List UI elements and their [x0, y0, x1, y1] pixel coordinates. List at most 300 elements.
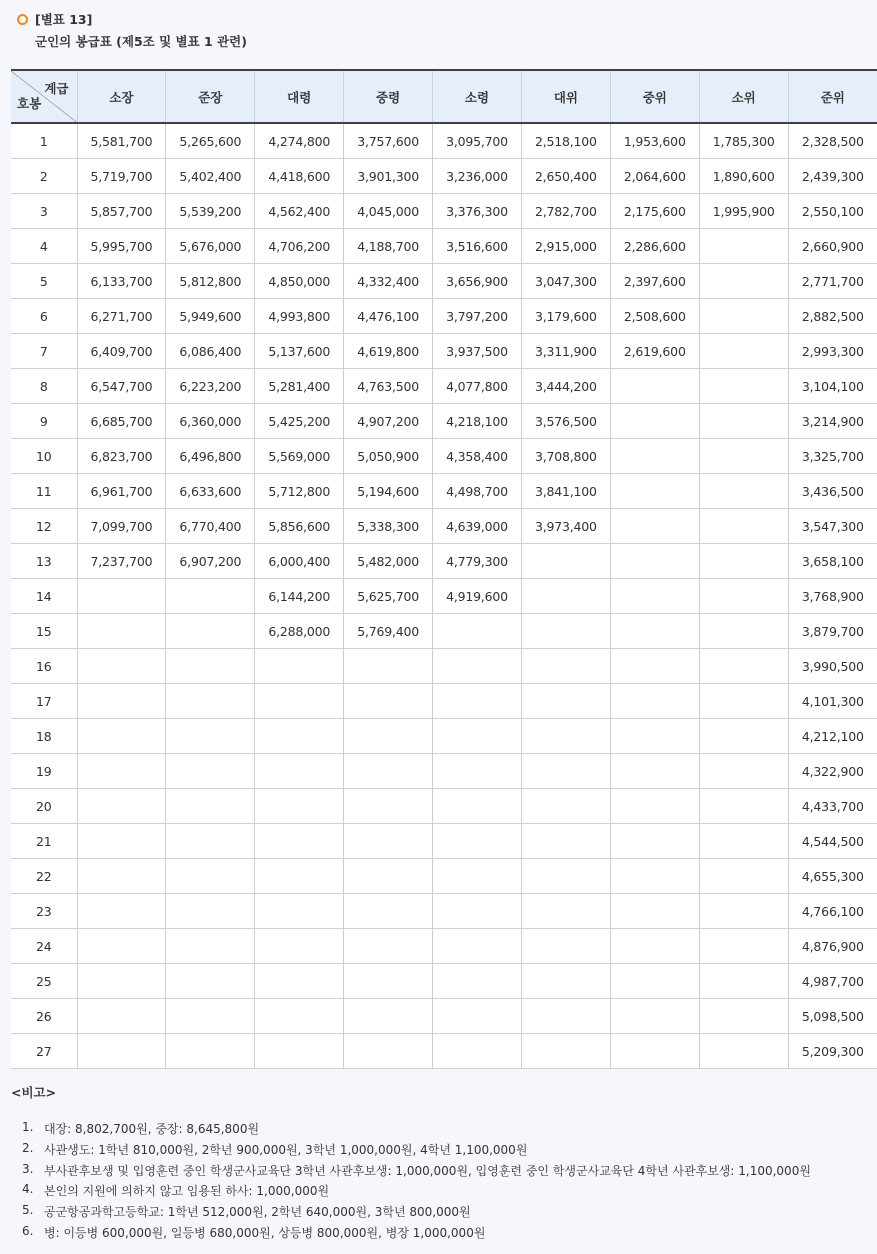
salary-cell — [77, 894, 166, 929]
salary-cell — [521, 614, 610, 649]
salary-cell — [77, 999, 166, 1034]
salary-cell: 2,915,000 — [521, 229, 610, 264]
table-row — [11, 264, 877, 299]
salary-cell — [166, 649, 255, 684]
salary-cell: 3,516,600 — [433, 229, 522, 264]
salary-cell — [77, 719, 166, 754]
salary-cell — [610, 544, 699, 579]
salary-cell — [521, 719, 610, 754]
column-header: 중령 — [344, 70, 433, 123]
salary-cell — [255, 754, 344, 789]
salary-cell — [699, 299, 788, 334]
table-row — [11, 159, 877, 194]
salary-cell — [610, 509, 699, 544]
salary-cell — [344, 719, 433, 754]
salary-cell: 2,439,300 — [788, 159, 877, 194]
salary-cell — [433, 649, 522, 684]
salary-cell — [699, 859, 788, 894]
salary-cell — [344, 999, 433, 1034]
salary-cell — [610, 404, 699, 439]
salary-cell — [433, 754, 522, 789]
table-row — [11, 754, 877, 789]
table-row — [11, 509, 877, 544]
step-cell: 18 — [11, 719, 77, 754]
salary-cell: 5,712,800 — [255, 474, 344, 509]
salary-cell — [77, 1034, 166, 1069]
salary-cell: 2,508,600 — [610, 299, 699, 334]
table-caption — [17, 10, 247, 50]
note-item — [22, 1162, 811, 1183]
step-cell: 10 — [11, 439, 77, 474]
table-row — [11, 123, 877, 159]
salary-cell: 4,766,100 — [788, 894, 877, 929]
salary-cell — [699, 439, 788, 474]
salary-cell — [255, 1034, 344, 1069]
salary-cell: 6,547,700 — [77, 369, 166, 404]
salary-cell — [699, 684, 788, 719]
salary-cell: 4,562,400 — [255, 194, 344, 229]
salary-cell — [344, 1034, 433, 1069]
salary-cell: 5,995,700 — [77, 229, 166, 264]
salary-cell: 4,919,600 — [433, 579, 522, 614]
salary-cell — [255, 894, 344, 929]
step-cell: 1 — [11, 123, 77, 159]
salary-cell: 6,271,700 — [77, 299, 166, 334]
salary-cell: 6,907,200 — [166, 544, 255, 579]
column-header: 준장 — [166, 70, 255, 123]
salary-cell — [521, 754, 610, 789]
ring-bullet-icon — [17, 14, 28, 25]
salary-cell — [610, 894, 699, 929]
salary-cell: 2,518,100 — [521, 123, 610, 159]
salary-cell — [610, 824, 699, 859]
salary-cell — [610, 789, 699, 824]
grade-label: 계급 — [44, 81, 69, 96]
salary-cell: 4,619,800 — [344, 334, 433, 369]
salary-cell — [77, 684, 166, 719]
salary-cell: 6,144,200 — [255, 579, 344, 614]
header-row — [11, 70, 877, 123]
salary-cell — [344, 929, 433, 964]
salary-cell: 2,550,100 — [788, 194, 877, 229]
table-row — [11, 1034, 877, 1069]
salary-cell: 4,706,200 — [255, 229, 344, 264]
salary-cell — [699, 474, 788, 509]
salary-cell: 4,188,700 — [344, 229, 433, 264]
salary-cell: 3,708,800 — [521, 439, 610, 474]
salary-cell — [699, 964, 788, 999]
salary-cell: 4,077,800 — [433, 369, 522, 404]
salary-cell: 5,209,300 — [788, 1034, 877, 1069]
salary-cell: 4,993,800 — [255, 299, 344, 334]
salary-cell: 3,547,300 — [788, 509, 877, 544]
salary-cell: 3,047,300 — [521, 264, 610, 299]
salary-cell: 4,655,300 — [788, 859, 877, 894]
salary-cell: 4,779,300 — [433, 544, 522, 579]
salary-cell — [521, 929, 610, 964]
step-cell: 15 — [11, 614, 77, 649]
salary-cell — [433, 684, 522, 719]
salary-cell: 6,496,800 — [166, 439, 255, 474]
salary-cell: 5,569,000 — [255, 439, 344, 474]
table-row — [11, 999, 877, 1034]
salary-cell: 6,770,400 — [166, 509, 255, 544]
salary-cell: 5,676,000 — [166, 229, 255, 264]
salary-cell — [166, 929, 255, 964]
salary-cell — [699, 229, 788, 264]
table-row — [11, 404, 877, 439]
salary-cell: 3,768,900 — [788, 579, 877, 614]
column-header: 소위 — [699, 70, 788, 123]
salary-cell: 3,937,500 — [433, 334, 522, 369]
salary-cell: 3,990,500 — [788, 649, 877, 684]
salary-cell: 3,757,600 — [344, 123, 433, 159]
salary-cell: 2,064,600 — [610, 159, 699, 194]
salary-cell — [344, 859, 433, 894]
salary-cell: 6,223,200 — [166, 369, 255, 404]
step-cell: 2 — [11, 159, 77, 194]
salary-cell — [77, 754, 166, 789]
salary-cell: 4,322,900 — [788, 754, 877, 789]
salary-cell: 5,581,700 — [77, 123, 166, 159]
salary-cell — [610, 614, 699, 649]
salary-cell: 2,993,300 — [788, 334, 877, 369]
salary-cell — [699, 614, 788, 649]
salary-cell — [699, 649, 788, 684]
salary-cell: 2,397,600 — [610, 264, 699, 299]
salary-cell: 4,476,100 — [344, 299, 433, 334]
salary-cell: 6,133,700 — [77, 264, 166, 299]
salary-cell: 6,633,600 — [166, 474, 255, 509]
salary-cell: 4,639,000 — [433, 509, 522, 544]
salary-cell — [521, 824, 610, 859]
salary-cell: 4,212,100 — [788, 719, 877, 754]
note-item — [22, 1182, 811, 1203]
salary-cell — [610, 649, 699, 684]
salary-cell — [77, 929, 166, 964]
salary-cell: 5,402,400 — [166, 159, 255, 194]
salary-cell: 3,973,400 — [521, 509, 610, 544]
salary-cell — [255, 649, 344, 684]
salary-cell: 5,856,600 — [255, 509, 344, 544]
salary-cell — [610, 474, 699, 509]
salary-cell — [77, 859, 166, 894]
salary-cell: 3,376,300 — [433, 194, 522, 229]
salary-cell: 1,953,600 — [610, 123, 699, 159]
table-row — [11, 649, 877, 684]
salary-cell — [521, 579, 610, 614]
salary-cell: 4,218,100 — [433, 404, 522, 439]
salary-cell — [610, 859, 699, 894]
note-number: 2. — [22, 1140, 34, 1155]
note-item — [22, 1224, 811, 1245]
salary-cell — [77, 789, 166, 824]
salary-cell: 5,194,600 — [344, 474, 433, 509]
column-header: 대령 — [255, 70, 344, 123]
salary-cell — [166, 754, 255, 789]
column-header: 중위 — [610, 70, 699, 123]
salary-cell — [521, 649, 610, 684]
salary-cell: 6,823,700 — [77, 439, 166, 474]
salary-cell — [344, 824, 433, 859]
salary-cell — [77, 649, 166, 684]
salary-cell — [433, 999, 522, 1034]
table-row — [11, 229, 877, 264]
salary-cell — [255, 999, 344, 1034]
salary-cell — [166, 859, 255, 894]
salary-cell — [344, 684, 433, 719]
note-text: 부사관후보생 및 입영훈련 중인 학생군사교육단 3학년 사관후보생: 1,000,000원, 입영훈련 중인 학생군사교육단 4학년 사관후보생: 1,100,000원 — [44, 1163, 811, 1178]
note-number: 4. — [22, 1182, 34, 1197]
salary-cell — [433, 929, 522, 964]
salary-cell — [699, 264, 788, 299]
table-row — [11, 439, 877, 474]
note-number: 1. — [22, 1120, 34, 1134]
salary-cell: 2,660,900 — [788, 229, 877, 264]
note-text: 사관생도: 1학년 810,000원, 2학년 900,000원, 3학년 1,000,000원, 4학년 1,100,000원 — [44, 1142, 528, 1157]
salary-cell: 3,841,100 — [521, 474, 610, 509]
salary-cell — [166, 964, 255, 999]
table-row — [11, 684, 877, 719]
table-row — [11, 369, 877, 404]
salary-cell: 2,328,500 — [788, 123, 877, 159]
table-row — [11, 719, 877, 754]
table-row — [11, 824, 877, 859]
salary-cell: 6,685,700 — [77, 404, 166, 439]
step-cell: 24 — [11, 929, 77, 964]
salary-cell — [610, 999, 699, 1034]
salary-cell: 1,785,300 — [699, 123, 788, 159]
salary-cell: 6,409,700 — [77, 334, 166, 369]
salary-cell — [610, 369, 699, 404]
step-cell: 9 — [11, 404, 77, 439]
salary-cell — [699, 544, 788, 579]
note-number: 6. — [22, 1223, 34, 1238]
corner-header — [11, 70, 77, 123]
salary-cell: 3,214,900 — [788, 404, 877, 439]
salary-cell: 4,358,400 — [433, 439, 522, 474]
step-cell: 21 — [11, 824, 77, 859]
salary-cell: 3,901,300 — [344, 159, 433, 194]
salary-cell: 1,995,900 — [699, 194, 788, 229]
salary-cell — [610, 754, 699, 789]
note-item — [22, 1120, 811, 1141]
table-row — [11, 579, 877, 614]
salary-cell — [699, 334, 788, 369]
salary-cell — [344, 894, 433, 929]
salary-cell: 3,095,700 — [433, 123, 522, 159]
salary-cell — [433, 894, 522, 929]
salary-cell — [433, 859, 522, 894]
table-row — [11, 964, 877, 999]
column-header: 준위 — [788, 70, 877, 123]
salary-cell — [699, 929, 788, 964]
table-row — [11, 859, 877, 894]
note-number: 5. — [22, 1203, 34, 1218]
note-text: 대장: 8,802,700원, 중장: 8,645,800원 — [44, 1122, 260, 1136]
step-cell: 17 — [11, 684, 77, 719]
step-cell: 13 — [11, 544, 77, 579]
salary-cell: 5,625,700 — [344, 579, 433, 614]
salary-cell: 4,763,500 — [344, 369, 433, 404]
step-cell: 12 — [11, 509, 77, 544]
salary-cell: 5,137,600 — [255, 334, 344, 369]
salary-cell: 3,658,100 — [788, 544, 877, 579]
salary-cell: 5,857,700 — [77, 194, 166, 229]
salary-cell — [166, 894, 255, 929]
salary-cell — [610, 579, 699, 614]
table-row — [11, 334, 877, 369]
salary-cell — [344, 649, 433, 684]
salary-cell — [521, 999, 610, 1034]
step-cell: 22 — [11, 859, 77, 894]
salary-cell: 4,907,200 — [344, 404, 433, 439]
note-text: 병: 이등병 600,000원, 일등병 680,000원, 상등병 800,000원, 병장 1,000,000원 — [44, 1225, 486, 1240]
salary-cell — [166, 614, 255, 649]
table-title: 군인의 봉급표 (제5조 및 별표 1 관련) — [35, 34, 247, 49]
salary-cell — [255, 964, 344, 999]
salary-cell: 5,949,600 — [166, 299, 255, 334]
annex-number: [별표 13] — [35, 12, 93, 27]
salary-cell — [166, 579, 255, 614]
salary-cell — [77, 614, 166, 649]
salary-cell: 3,879,700 — [788, 614, 877, 649]
salary-cell — [166, 719, 255, 754]
salary-cell: 2,650,400 — [521, 159, 610, 194]
salary-cell: 2,882,500 — [788, 299, 877, 334]
salary-cell — [166, 1034, 255, 1069]
table-row — [11, 894, 877, 929]
salary-cell — [255, 929, 344, 964]
salary-cell — [610, 964, 699, 999]
salary-cell — [255, 684, 344, 719]
salary-cell: 3,436,500 — [788, 474, 877, 509]
step-cell: 6 — [11, 299, 77, 334]
salary-cell — [166, 789, 255, 824]
salary-cell — [433, 614, 522, 649]
salary-cell — [255, 789, 344, 824]
salary-cell — [433, 964, 522, 999]
salary-cell: 2,782,700 — [521, 194, 610, 229]
salary-cell — [344, 754, 433, 789]
salary-cell: 3,236,000 — [433, 159, 522, 194]
column-header: 대위 — [521, 70, 610, 123]
salary-cell: 3,797,200 — [433, 299, 522, 334]
table-row — [11, 929, 877, 964]
salary-cell — [699, 789, 788, 824]
salary-cell — [344, 964, 433, 999]
note-item — [22, 1203, 811, 1224]
salary-cell: 7,099,700 — [77, 509, 166, 544]
salary-cell — [699, 824, 788, 859]
salary-cell: 1,890,600 — [699, 159, 788, 194]
table-row — [11, 544, 877, 579]
salary-cell — [77, 579, 166, 614]
salary-cell — [699, 999, 788, 1034]
step-cell: 3 — [11, 194, 77, 229]
salary-cell: 3,325,700 — [788, 439, 877, 474]
note-item — [22, 1141, 811, 1162]
salary-cell — [699, 509, 788, 544]
salary-cell: 5,338,300 — [344, 509, 433, 544]
salary-cell: 5,719,700 — [77, 159, 166, 194]
notes-title: <비고> — [11, 1085, 57, 1100]
salary-cell: 5,425,200 — [255, 404, 344, 439]
salary-cell — [699, 719, 788, 754]
salary-cell: 4,876,900 — [788, 929, 877, 964]
salary-cell: 7,237,700 — [77, 544, 166, 579]
salary-cell: 5,539,200 — [166, 194, 255, 229]
step-cell: 4 — [11, 229, 77, 264]
salary-cell — [521, 964, 610, 999]
note-text: 본인의 지원에 의하지 않고 임용된 하사: 1,000,000원 — [44, 1184, 330, 1199]
salary-cell — [610, 684, 699, 719]
salary-cell: 5,050,900 — [344, 439, 433, 474]
table-row — [11, 614, 877, 649]
note-number: 3. — [22, 1161, 34, 1176]
salary-cell — [610, 439, 699, 474]
step-cell: 25 — [11, 964, 77, 999]
salary-cell — [433, 824, 522, 859]
salary-cell — [521, 544, 610, 579]
note-text: 공군항공과학고등학교: 1학년 512,000원, 2학년 640,000원, 3학년 800,000원 — [44, 1205, 471, 1220]
salary-cell: 4,544,500 — [788, 824, 877, 859]
salary-cell — [433, 719, 522, 754]
salary-cell: 4,987,700 — [788, 964, 877, 999]
table-row — [11, 194, 877, 229]
salary-cell: 4,418,600 — [255, 159, 344, 194]
salary-cell — [699, 754, 788, 789]
salary-cell: 3,311,900 — [521, 334, 610, 369]
salary-cell: 6,086,400 — [166, 334, 255, 369]
salary-cell — [699, 369, 788, 404]
step-cell: 11 — [11, 474, 77, 509]
step-cell: 8 — [11, 369, 77, 404]
salary-cell — [433, 789, 522, 824]
salary-cell: 6,961,700 — [77, 474, 166, 509]
step-cell: 14 — [11, 579, 77, 614]
salary-cell — [433, 1034, 522, 1069]
salary-cell: 5,265,600 — [166, 123, 255, 159]
salary-cell: 3,576,500 — [521, 404, 610, 439]
salary-cell — [77, 964, 166, 999]
salary-cell — [610, 1034, 699, 1069]
salary-cell: 4,045,000 — [344, 194, 433, 229]
step-cell: 20 — [11, 789, 77, 824]
salary-cell — [521, 1034, 610, 1069]
step-cell: 27 — [11, 1034, 77, 1069]
salary-cell — [610, 929, 699, 964]
salary-cell: 4,850,000 — [255, 264, 344, 299]
salary-cell — [77, 824, 166, 859]
step-cell: 23 — [11, 894, 77, 929]
salary-cell: 3,444,200 — [521, 369, 610, 404]
column-header: 소령 — [433, 70, 522, 123]
salary-cell: 2,175,600 — [610, 194, 699, 229]
step-cell: 19 — [11, 754, 77, 789]
salary-cell: 4,433,700 — [788, 789, 877, 824]
step-cell: 16 — [11, 649, 77, 684]
table-row — [11, 474, 877, 509]
salary-cell: 4,498,700 — [433, 474, 522, 509]
step-label: 호봉 — [17, 96, 42, 111]
salary-cell — [521, 789, 610, 824]
salary-cell: 4,332,400 — [344, 264, 433, 299]
salary-cell — [166, 684, 255, 719]
salary-cell — [521, 859, 610, 894]
salary-cell — [255, 824, 344, 859]
step-cell: 7 — [11, 334, 77, 369]
